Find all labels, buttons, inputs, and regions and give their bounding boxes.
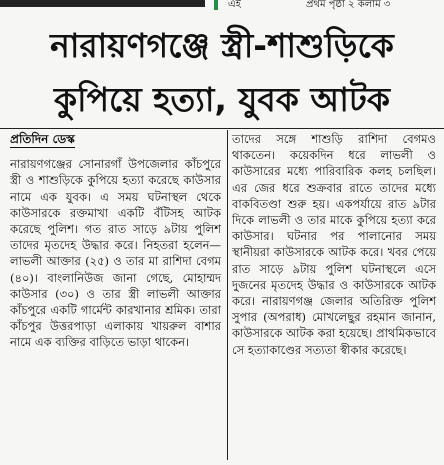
headline-divider <box>0 128 444 129</box>
headline-line-1: নারায়ণগঞ্জে স্ত্রী-শাশুড়িকে <box>50 26 394 65</box>
section-marker-bar <box>214 0 218 10</box>
top-strip-dark-band <box>0 0 205 7</box>
dateline: প্রতিদিন ডেস্ক <box>10 131 75 148</box>
column-divider <box>227 130 228 460</box>
headline-line-2: কুপিয়ে হত্যা, যুবক আটক <box>54 80 390 119</box>
top-strip-label: এই <box>228 0 241 10</box>
article-left-column <box>10 131 221 351</box>
article-body-left: নারায়ণগঞ্জের সোনারগাঁ উপজেলার কাঁচপুরে স্ত্রী ও শাশুড়িকে কুপিয়ে হত্যা করেছে কাউসার নামে এক যুবক। এ সময় ঘটনাস্থল থেকে কাউসারকে রক্তমাখা একটি বঁটিসহ আটক করেছে পুলিশ। গত রাত সাড়ে ৯টায় পুলিশ তাদের মৃতদেহ উদ্ধার করে। নিহতরা হলেন— লাভলী আক্তার (২৫) ও তার মা রাশিদা বেগম (৪০)। বাংলানিউজ জানা গেছে, মোহাম্মদ কাউসার (৩০) ও তার স্ত্রী লাভলী আক্তার কাঁচপুরে একটি গার্মেন্ট কারখানার শ্রমিক। তারা কাঁচপুর উত্তরপাড়া এলাকায় খায়রুল বাশার নামে এক ব্যক্তির বাড়িতে ভাড়া থাকেন। <box>10 157 221 350</box>
article-body-right: তাদের সঙ্গে শাশুড়ি রাশিদা বেগমও থাকতেন। কয়েকদিন ধরে লাভলী ও কাউসারের মধ্যে পারিবারিক কলহ চলছিল। এর জের ধরে শুক্রবার রাতে তাদের মধ্যে বাকবিতণ্ডা শুরু হয়। একপর্যায়ে রাত ৯টার দিকে লাভলী ও তার মাকে কুপিয়ে হত্যা করে কাউসার। ঘটনার পর পালানোর সময় স্থানীয়রা কাউসারকে আটক করে। খবর পেয়ে রাত সাড়ে ৯টায় পুলিশ ঘটনাস্থলে এসে দুজনের মৃতদেহ উদ্ধার ও কাউসারকে আটক করে। নারায়ণগঞ্জ জেলার অতিরিক্ত পুলিশ সুপার (অপরাধ) মোখলেছুর রহমান জানান, কাউসারকে আটক করা হয়েছে। প্রাথমিকভাবে সে হত্যাকাণ্ডের সত্যতা স্বীকার করেছে। <box>232 132 436 357</box>
top-strip <box>0 0 444 14</box>
page-reference: প্রথম পৃষ্ঠা ২ কলাম ৩ <box>306 0 391 10</box>
article-right-column <box>232 131 436 358</box>
